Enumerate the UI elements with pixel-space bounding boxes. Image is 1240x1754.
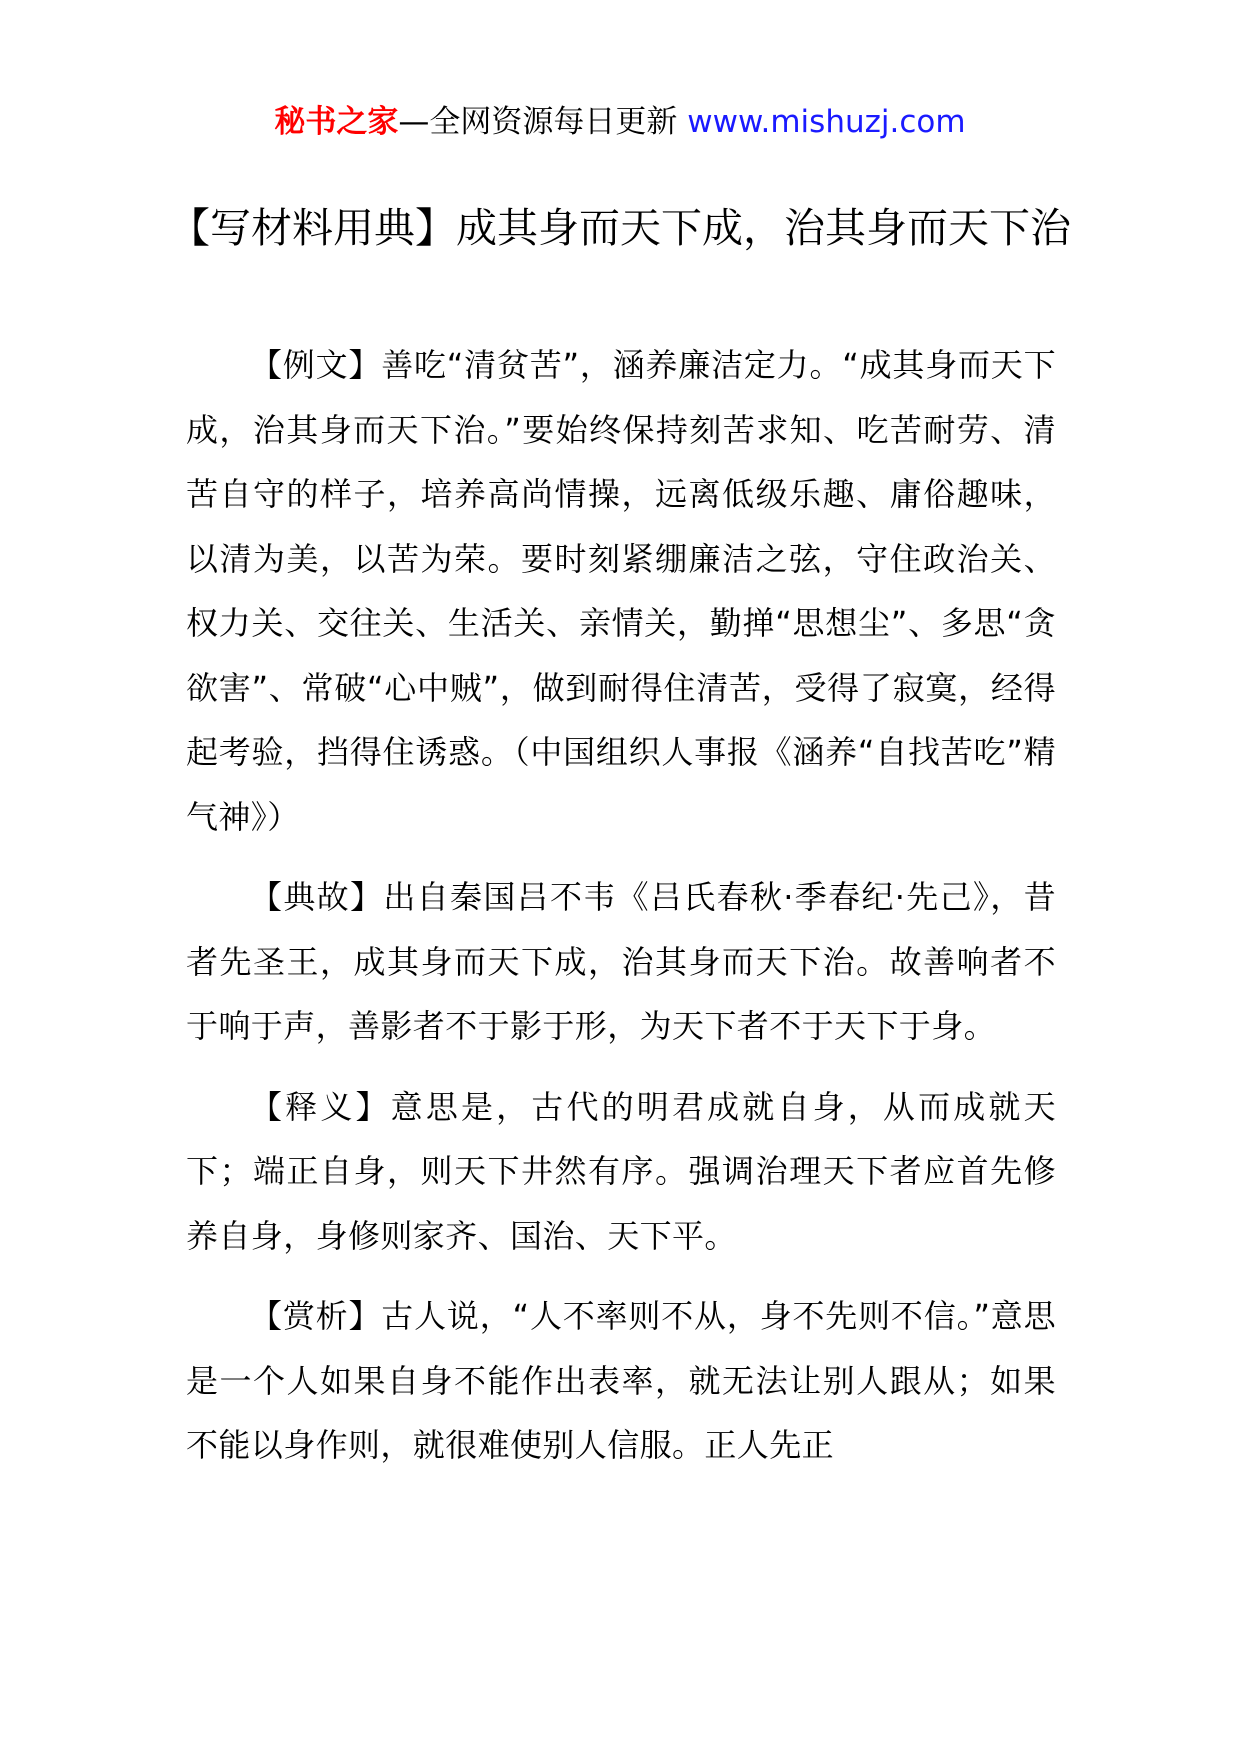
- paragraph-analysis: [186, 1284, 1056, 1478]
- site-tagline: —全网资源每日更新: [398, 104, 678, 140]
- paragraph-meaning: [186, 1075, 1056, 1269]
- paragraph-text: 意思是，古代的明君成就自身，从而成就天下；端正自身，则天下井然有序。强调治理天下者应首先修养自身，身修则家齐、国治、天下平。: [186, 1087, 1056, 1255]
- paragraph-text: 古人说，“人不率则不从，身不先则不信。”意思是一个人如果自身不能作出表率，就无法让别人跟从；如果不能以身作则，就很难使别人信服。正人先正: [186, 1297, 1056, 1464]
- paragraph-example: [186, 333, 1056, 849]
- site-header: [0, 100, 1240, 144]
- paragraph-allusion: [186, 865, 1056, 1059]
- document-body: [186, 333, 1056, 1494]
- site-name: 秘书之家: [274, 104, 399, 140]
- document-title: 【写材料用典】成其身而天下成，治其身而天下治: [169, 204, 1071, 252]
- paragraph-label: 【例文】: [250, 346, 382, 384]
- site-url-link[interactable]: www.mishuzj.com: [687, 104, 966, 140]
- paragraph-text: 出自秦国吕不韦《吕氏春秋·季春纪·先己》，昔者先圣王，成其身而天下成，治其身而天下治。故善响者不于响于声，善影者不于影于形，为天下者不于天下于身。: [186, 878, 1056, 1045]
- paragraph-label: 【赏析】: [250, 1297, 382, 1335]
- paragraph-label: 【典故】: [250, 878, 384, 916]
- paragraph-text: 善吃“清贫苦”，涵养廉洁定力。“成其身而天下成，治其身而天下治。”要始终保持刻苦求知、吃苦耐劳、清苦自守的样子，培养高尚情操，远离低级乐趣、庸俗趣味，以清为美，以苦为荣。要时刻紧绷廉洁之弦，守住政治关、权力关、交往关、生活关、亲情关，勤掸“思想尘”、多思“贪欲害”、常破“心中贼”，做到耐得住清苦，受得了寂寞，经得起考验，挡得住诱惑。（中国组织人事报《涵养“自找苦吃”精气神》）: [186, 346, 1056, 836]
- paragraph-label: 【释义】: [250, 1087, 391, 1126]
